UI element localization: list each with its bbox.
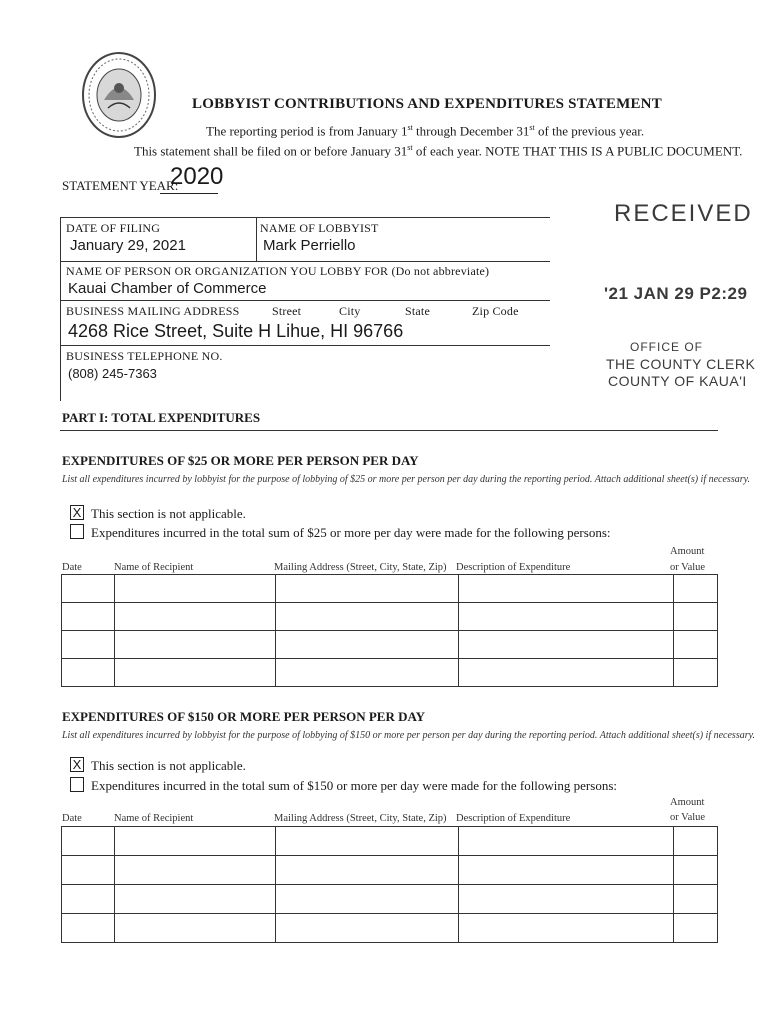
table-cell-recipient[interactable] xyxy=(115,856,276,885)
table-cell-recipient[interactable] xyxy=(115,914,276,943)
section150-instructions: List all expenditures incurred by lobbyist for the purpose of lobbying of $150 or more per person per day during the reporting period. Attach additional sheet(s) if necessary. xyxy=(62,730,755,741)
table-cell-description[interactable] xyxy=(459,575,674,603)
table-cell-address[interactable] xyxy=(276,914,459,943)
table-cell-amount[interactable] xyxy=(674,885,718,914)
table-cell-date[interactable] xyxy=(62,659,115,687)
zip-code-label: Zip Code xyxy=(472,304,519,318)
table-cell-address[interactable] xyxy=(276,603,459,631)
table-row xyxy=(62,827,718,856)
date-of-filing-label: DATE OF FILING xyxy=(66,221,161,235)
info-box-top-border xyxy=(60,217,550,218)
table-cell-amount[interactable] xyxy=(674,631,718,659)
statement-year-label: STATEMENT YEAR: xyxy=(62,178,179,193)
received-stamp: RECEIVED xyxy=(614,200,753,227)
table-cell-recipient[interactable] xyxy=(115,827,276,856)
statement-year-value[interactable]: 2020 xyxy=(170,163,224,190)
state-label: State xyxy=(405,304,430,318)
address-value[interactable]: 4268 Rice Street, Suite H Lihue, HI 96766 xyxy=(68,321,404,341)
section25-not-applicable-checkbox[interactable]: X xyxy=(70,505,84,520)
table-cell-amount[interactable] xyxy=(674,856,718,885)
form-title: LOBBYIST CONTRIBUTIONS AND EXPENDITURES STATEMENT xyxy=(192,96,662,112)
city-label: City xyxy=(339,304,361,318)
table-cell-date[interactable] xyxy=(62,856,115,885)
table-cell-description[interactable] xyxy=(459,631,674,659)
table-cell-recipient[interactable] xyxy=(115,659,276,687)
section150-not-applicable-label: This section is not applicable. xyxy=(91,758,246,773)
table-cell-date[interactable] xyxy=(62,631,115,659)
table-row xyxy=(62,631,718,659)
table-cell-address[interactable] xyxy=(276,856,459,885)
table-row xyxy=(62,885,718,914)
section150-header-address: Mailing Address (Street, City, State, Zip) xyxy=(274,813,447,824)
office-line-3: COUNTY OF KAUA'I xyxy=(608,373,747,389)
part1-title: PART I: TOTAL EXPENDITURES xyxy=(62,410,261,425)
table-row xyxy=(62,575,718,603)
section25-expenditures-label: Expenditures incurred in the total sum of $25 or more per day were made for the following persons: xyxy=(91,525,611,540)
table-cell-amount[interactable] xyxy=(674,827,718,856)
street-label: Street xyxy=(272,304,302,318)
table-cell-description[interactable] xyxy=(459,885,674,914)
section150-expenditures-label: Expenditures incurred in the total sum of $150 or more per day were made for the following persons: xyxy=(91,778,617,793)
section150-table xyxy=(61,826,718,943)
table-cell-date[interactable] xyxy=(62,885,115,914)
table-cell-date[interactable] xyxy=(62,827,115,856)
section25-expenditures-checkbox[interactable] xyxy=(70,524,84,539)
info-row-divider-1 xyxy=(60,261,550,262)
section150-header-recipient: Name of Recipient xyxy=(114,813,194,824)
part1-underline xyxy=(60,430,718,431)
office-line-2: THE COUNTY CLERK xyxy=(606,356,756,372)
table-cell-amount[interactable] xyxy=(674,659,718,687)
phone-label: BUSINESS TELEPHONE NO. xyxy=(66,349,223,363)
info-box-divider xyxy=(256,217,257,261)
date-of-filing-value[interactable]: January 29, 2021 xyxy=(70,237,186,254)
table-row xyxy=(62,603,718,631)
table-cell-recipient[interactable] xyxy=(115,631,276,659)
table-cell-recipient[interactable] xyxy=(115,603,276,631)
lobbyist-name-label: NAME OF LOBBYIST xyxy=(260,221,379,235)
table-cell-description[interactable] xyxy=(459,603,674,631)
table-cell-description[interactable] xyxy=(459,914,674,943)
table-cell-date[interactable] xyxy=(62,914,115,943)
organization-value[interactable]: Kauai Chamber of Commerce xyxy=(68,280,267,297)
table-cell-date[interactable] xyxy=(62,575,115,603)
info-row-divider-2 xyxy=(60,300,550,301)
section25-header-description: Description of Expenditure xyxy=(456,562,571,573)
table-cell-recipient[interactable] xyxy=(115,885,276,914)
table-cell-recipient[interactable] xyxy=(115,575,276,603)
table-cell-amount[interactable] xyxy=(674,603,718,631)
organization-label: NAME OF PERSON OR ORGANIZATION YOU LOBBY FOR (Do not abbreviate) xyxy=(66,264,490,278)
section25-header-date: Date xyxy=(62,562,82,573)
section25-header-recipient: Name of Recipient xyxy=(114,562,194,573)
table-cell-address[interactable] xyxy=(276,827,459,856)
table-cell-amount[interactable] xyxy=(674,914,718,943)
table-row xyxy=(62,856,718,885)
address-label: BUSINESS MAILING ADDRESS xyxy=(66,304,240,318)
section150-header-date: Date xyxy=(62,813,82,824)
table-cell-description[interactable] xyxy=(459,856,674,885)
section150-title: EXPENDITURES OF $150 OR MORE PER PERSON PER DAY xyxy=(62,709,426,724)
info-box-left-border xyxy=(60,217,61,401)
table-cell-date[interactable] xyxy=(62,603,115,631)
table-cell-address[interactable] xyxy=(276,659,459,687)
office-line-1: OFFICE OF xyxy=(630,340,703,354)
section150-header-description: Description of Expenditure xyxy=(456,813,571,824)
table-cell-address[interactable] xyxy=(276,575,459,603)
county-seal xyxy=(80,50,158,140)
section25-instructions: List all expenditures incurred by lobbyist for the purpose of lobbying of $25 or more per person per day during the reporting period. Attach additional sheet(s) if necessary. xyxy=(62,474,750,485)
table-cell-address[interactable] xyxy=(276,631,459,659)
received-datetime: '21 JAN 29 P2:29 xyxy=(604,284,748,303)
section25-not-applicable-label: This section is not applicable. xyxy=(91,506,246,521)
section25-header-value: or Value xyxy=(670,562,706,573)
section150-not-applicable-checkbox[interactable]: X xyxy=(70,757,84,772)
reporting-period-note: The reporting period is from January 1st through December 31st of the previous year. xyxy=(206,123,645,139)
section150-header-amount: Amount xyxy=(670,797,705,808)
lobbyist-name-value[interactable]: Mark Perriello xyxy=(263,237,356,254)
table-row xyxy=(62,914,718,943)
section25-header-amount: Amount xyxy=(670,546,705,557)
table-cell-description[interactable] xyxy=(459,659,674,687)
filing-deadline-note: This statement shall be filed on or before January 31st of each year. NOTE THAT THIS IS A PUBLIC DOCUMENT. xyxy=(134,143,743,159)
section25-title: EXPENDITURES OF $25 OR MORE PER PERSON PER DAY xyxy=(62,453,419,468)
section25-table xyxy=(61,574,718,687)
table-cell-description[interactable] xyxy=(459,827,674,856)
table-cell-address[interactable] xyxy=(276,885,459,914)
statement-year-underline xyxy=(160,193,218,194)
section150-header-value: or Value xyxy=(670,812,706,823)
table-cell-amount[interactable] xyxy=(674,575,718,603)
section25-header-address: Mailing Address (Street, City, State, Zip) xyxy=(274,562,447,573)
info-row-divider-3 xyxy=(60,345,550,346)
phone-value[interactable]: (808) 245-7363 xyxy=(68,366,157,381)
section150-expenditures-checkbox[interactable] xyxy=(70,777,84,792)
table-row xyxy=(62,659,718,687)
